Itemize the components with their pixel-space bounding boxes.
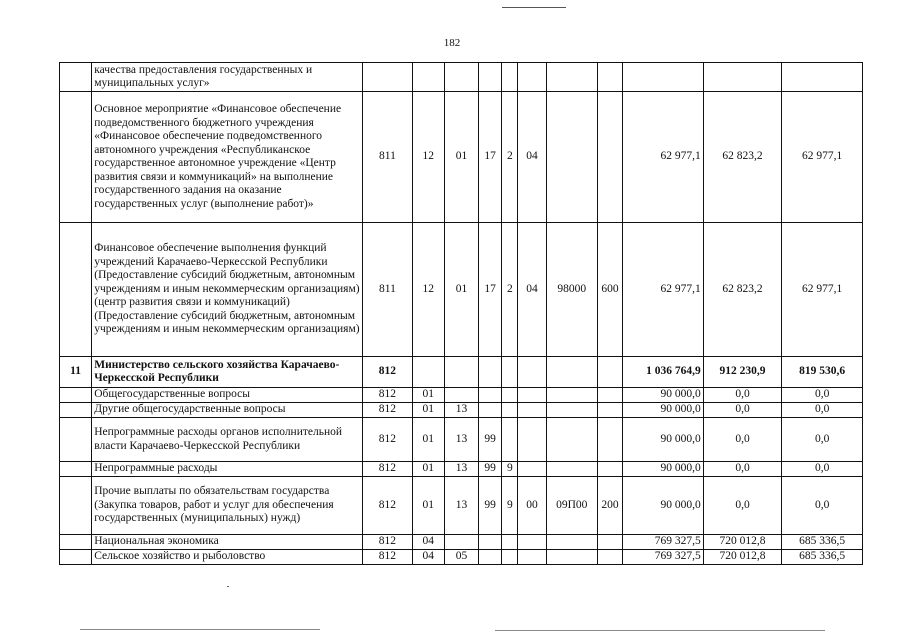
amount-year-1: 90 000,0 [623, 462, 704, 477]
row-number: 11 [60, 357, 92, 388]
event-code [518, 535, 546, 550]
row-name: Министерство сельского хозяйства Карачаево-Черкесской Республики [92, 357, 363, 388]
ministry-code: 812 [363, 403, 412, 418]
amount-year-1: 90 000,0 [623, 403, 704, 418]
subprogram-code: 2 [502, 223, 518, 357]
table-row [60, 550, 863, 565]
ministry-code: 812 [363, 550, 412, 565]
table-row [60, 535, 863, 550]
table-row [60, 63, 863, 92]
subsection-code: 13 [444, 477, 478, 535]
footer-rule-right [495, 630, 825, 631]
row-name: Непрограммные расходы органов исполнительной власти Карачаево-Черкесской Республики [92, 418, 363, 462]
amount-year-2: 0,0 [703, 462, 782, 477]
expense-type-code [597, 550, 622, 565]
subsection-code: 13 [444, 403, 478, 418]
subsection-code [444, 357, 478, 388]
amount-year-1: 769 327,5 [623, 550, 704, 565]
program-code [479, 63, 502, 92]
table-row [60, 462, 863, 477]
amount-year-3: 819 530,6 [782, 357, 863, 388]
page-number: 182 [443, 37, 461, 49]
amount-year-1: 90 000,0 [623, 388, 704, 403]
row-name: качества предоставления государственных и муниципальных услуг» [92, 63, 363, 92]
amount-year-1: 1 036 764,9 [623, 357, 704, 388]
event-code: 00 [518, 477, 546, 535]
amount-year-3: 685 336,5 [782, 535, 863, 550]
section-code: 01 [412, 403, 444, 418]
section-code: 01 [412, 462, 444, 477]
ministry-code: 812 [363, 477, 412, 535]
amount-year-2: 62 823,2 [703, 223, 782, 357]
ministry-code [363, 63, 412, 92]
table-row [60, 477, 863, 535]
row-name: Общегосударственные вопросы [92, 388, 363, 403]
section-code: 12 [412, 223, 444, 357]
amount-year-3: 62 977,1 [782, 223, 863, 357]
section-code [412, 357, 444, 388]
program-code: 99 [479, 462, 502, 477]
amount-year-2: 720 012,8 [703, 550, 782, 565]
direction-code [546, 92, 597, 223]
row-name: Основное мероприятие «Финансовое обеспечение подведомственного бюджетного учреждения «Финансовое обеспечение подведомственного автономного учреждения «Республиканское государственное автономное учреждение «Центр развития связи и коммуникаций» на выполнение государственного задания на оказание государственных услуг (выполнение работ)» [92, 92, 363, 223]
direction-code: 09П00 [546, 477, 597, 535]
expense-type-code [597, 418, 622, 462]
amount-year-1: 769 327,5 [623, 535, 704, 550]
row-name: Прочие выплаты по обязательствам государства (Закупка товаров, работ и услуг для обеспечения государственных (муниципальных) нужд) [92, 477, 363, 535]
section-code: 12 [412, 92, 444, 223]
amount-year-3: 685 336,5 [782, 550, 863, 565]
table-row [60, 92, 863, 223]
expense-type-code [597, 63, 622, 92]
amount-year-2: 720 012,8 [703, 535, 782, 550]
amount-year-3: 0,0 [782, 477, 863, 535]
row-number [60, 418, 92, 462]
expense-type-code [597, 403, 622, 418]
ministry-code: 811 [363, 92, 412, 223]
row-name: Другие общегосударственные вопросы [92, 403, 363, 418]
table-row [60, 223, 863, 357]
direction-code [546, 418, 597, 462]
program-code [479, 357, 502, 388]
ministry-code: 812 [363, 535, 412, 550]
expense-type-code: 600 [597, 223, 622, 357]
row-number [60, 535, 92, 550]
expense-type-code [597, 357, 622, 388]
row-number [60, 388, 92, 403]
program-code: 17 [479, 92, 502, 223]
section-code: 01 [412, 388, 444, 403]
row-number [60, 92, 92, 223]
direction-code: 98000 [546, 223, 597, 357]
row-number [60, 63, 92, 92]
header-rule [502, 7, 566, 8]
ministry-code: 812 [363, 462, 412, 477]
ministry-code: 812 [363, 357, 412, 388]
expense-type-code: 200 [597, 477, 622, 535]
row-name: Финансовое обеспечение выполнения функций учреждений Карачаево-Черкесской Республики (Предоставление субсидий бюджетным, автономным учреждениям и иным некоммерческим организациям) (центр развития связи и коммуникаций) (Предоставление субсидий бюджетным, автономным учреждениям и иным некоммерческим организациям) [92, 223, 363, 357]
table-row [60, 418, 863, 462]
ministry-code: 812 [363, 388, 412, 403]
row-name: Сельское хозяйство и рыболовство [92, 550, 363, 565]
table-row [60, 403, 863, 418]
subprogram-code [502, 550, 518, 565]
subprogram-code [502, 388, 518, 403]
direction-code [546, 357, 597, 388]
subsection-code: 05 [444, 550, 478, 565]
row-name: Национальная экономика [92, 535, 363, 550]
subprogram-code: 9 [502, 462, 518, 477]
section-code: 04 [412, 535, 444, 550]
amount-year-1: 62 977,1 [623, 223, 704, 357]
event-code [518, 357, 546, 388]
row-number [60, 550, 92, 565]
amount-year-3: 62 977,1 [782, 92, 863, 223]
event-code [518, 403, 546, 418]
program-code [479, 550, 502, 565]
subsection-code: 13 [444, 418, 478, 462]
amount-year-3: 0,0 [782, 388, 863, 403]
row-name: Непрограммные расходы [92, 462, 363, 477]
event-code [518, 462, 546, 477]
amount-year-2: 0,0 [703, 403, 782, 418]
event-code: 04 [518, 92, 546, 223]
program-code [479, 535, 502, 550]
program-code [479, 403, 502, 418]
section-code [412, 63, 444, 92]
table-row [60, 357, 863, 388]
expense-type-code [597, 535, 622, 550]
subprogram-code [502, 418, 518, 462]
section-code: 04 [412, 550, 444, 565]
ministry-code: 812 [363, 418, 412, 462]
amount-year-1: 90 000,0 [623, 477, 704, 535]
row-number [60, 462, 92, 477]
row-number [60, 223, 92, 357]
event-code [518, 550, 546, 565]
amount-year-2: 0,0 [703, 388, 782, 403]
subsection-code [444, 63, 478, 92]
subprogram-code [502, 357, 518, 388]
subsection-code: 01 [444, 92, 478, 223]
direction-code [546, 550, 597, 565]
event-code [518, 388, 546, 403]
subsection-code [444, 388, 478, 403]
amount-year-3: 0,0 [782, 418, 863, 462]
direction-code [546, 63, 597, 92]
amount-year-2: 62 823,2 [703, 92, 782, 223]
program-code: 99 [479, 418, 502, 462]
expense-type-code [597, 92, 622, 223]
program-code: 17 [479, 223, 502, 357]
scan-speck [227, 586, 229, 587]
subprogram-code [502, 403, 518, 418]
table-row [60, 388, 863, 403]
event-code: 04 [518, 223, 546, 357]
budget-table [59, 62, 863, 565]
event-code [518, 418, 546, 462]
direction-code [546, 535, 597, 550]
subprogram-code [502, 535, 518, 550]
amount-year-2: 0,0 [703, 418, 782, 462]
row-number [60, 477, 92, 535]
program-code [479, 388, 502, 403]
subsection-code [444, 535, 478, 550]
direction-code [546, 388, 597, 403]
section-code: 01 [412, 418, 444, 462]
amount-year-3: 0,0 [782, 462, 863, 477]
expense-type-code [597, 462, 622, 477]
amount-year-3: 0,0 [782, 403, 863, 418]
ministry-code: 811 [363, 223, 412, 357]
amount-year-3 [782, 63, 863, 92]
amount-year-2: 912 230,9 [703, 357, 782, 388]
amount-year-2: 0,0 [703, 477, 782, 535]
amount-year-1: 62 977,1 [623, 92, 704, 223]
amount-year-1 [623, 63, 704, 92]
row-number [60, 403, 92, 418]
subprogram-code [502, 63, 518, 92]
subsection-code: 01 [444, 223, 478, 357]
subsection-code: 13 [444, 462, 478, 477]
event-code [518, 63, 546, 92]
footer-rule-left [80, 629, 320, 630]
direction-code [546, 462, 597, 477]
subprogram-code: 9 [502, 477, 518, 535]
amount-year-1: 90 000,0 [623, 418, 704, 462]
program-code: 99 [479, 477, 502, 535]
amount-year-2 [703, 63, 782, 92]
subprogram-code: 2 [502, 92, 518, 223]
section-code: 01 [412, 477, 444, 535]
expense-type-code [597, 388, 622, 403]
direction-code [546, 403, 597, 418]
